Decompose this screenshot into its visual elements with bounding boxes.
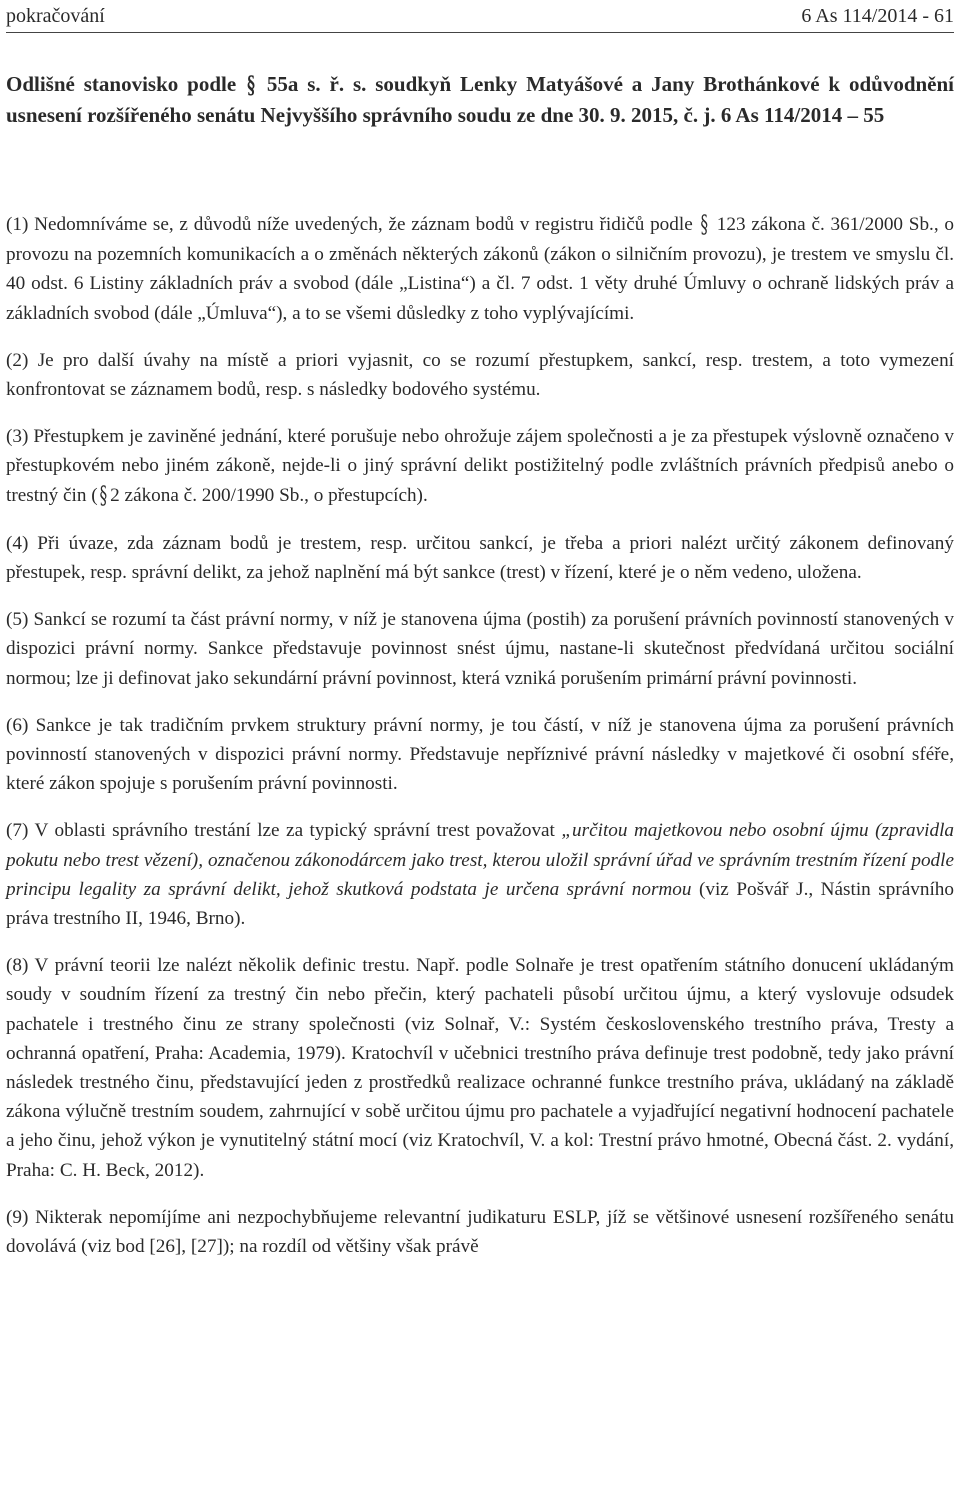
paragraph-7-quote: „určitou majetkovou nebo osobní újmu (zpravidla pokutu nebo trest vězení), označenou zákonodárcem jako trest, kterou uložil správní úřad ve správním trestním řízení podle principu legality za správní delikt, jehož skutková podstata je určena správní normou — [6, 820, 955, 900]
paragraph-3-text-a: (3) Přestupkem je zaviněné jednání, které porušuje nebo ohrožuje zájem společnosti a je za přestupek výslovně označeno v přestupkovém nebo jiném zákoně, nejde-li o jiný správní delikt postižitelný podle zvláštních právních předpisů anebo o trestný čin ( — [6, 426, 954, 506]
paragraph-9: (9) Nikterak nepomíjíme ani nezpochybňujeme relevantní judikaturu ESLP, jíž se většinové usnesení rozšířeného senátu dovolává (viz bod [26], [27]); na rozdíl od většiny však právě — [6, 1206, 954, 1258]
paragraph-4: (4) Při úvaze, zda záznam bodů je trestem, resp. určitou sankcí, je třeba a priori nalézt určitý zákonem definovaný přestupek, resp. správní delikt, za jehož naplnění má být sankce (trest) v řízení, které je o něm vedeno, uložena. — [6, 532, 954, 584]
paragraph-8: (8) V právní teorii lze nalézt několik definic trestu. Např. podle Solnaře je trest opatřením státního donucení ukládaným soudy v soudním řízení za trestný čin nebo přečin, který pachateli působí určitou újmu, a který vyslovuje odsudek pachatele i trestného činu ze strany společnosti (viz Solnař, V.: Systém československého trestního práva, Tresty a ochranná opatření, Praha: Academia, 1979). Kratochvíl v učebnici trestního práva definuje trest podobně, tedy jako právní následek trestného činu, představující jeden z prostředků realizace ochranné funkce trestního práva, ukládaný na základě zákona výlučně trestním soudem, zahrnující v sobě určitou újmu pro pachatele a vyjadřující negativní hodnocení pachatele a jeho činu, jehož výkon je vynutitelný státní mocí (viz Kratochvíl, V. a kol: Trestní právo hmotné, Obecná část. 2. vydání, Praha: C. H. Beck, 2012). — [6, 955, 954, 1181]
paragraph-2: (2) Je pro další úvahy na místě a priori vyjasnit, co se rozumí přestupkem, sankcí, resp. trestem, a toto vymezení konfrontovat se záznamem bodů, resp. s následky bodového systému. — [6, 349, 954, 401]
header-divider — [6, 32, 954, 33]
section-sign-icon: § — [99, 480, 108, 510]
paragraph-3-text-b: 2 zákona č. 200/1990 Sb., o přestupcích). — [110, 484, 428, 506]
header-continuation: pokračování — [6, 5, 105, 27]
paragraph-1 — [6, 210, 954, 328]
paragraph-1-text-a: (1) Nedomníváme se, z důvodů níže uvedených, že záznam bodů v registru řidičů podle — [6, 214, 693, 235]
paragraph-7-text-b: (viz Pošvář J., Nástin správního práva trestního II, 1946, Brno). — [6, 878, 954, 930]
title-rest: 55a s. ř. s. soudkyň Lenky Matyášové a Jany Brothánkové k odůvodnění usnesení rozšířeného senátu Nejvyššího správního soudu ze dne 30. 9. 2015, č. j. 6 As 114/2014 – 55 — [6, 72, 955, 127]
paragraph-6: (6) Sankce je tak tradičním prvkem struktury právní normy, je tou částí, v níž je stanovena újma za porušení právních povinností stanovených v dispozici právní normy. Představuje nepříznivé právní následky v majetkové či osobní sféře, které zákon spojuje s porušením právní povinnosti. — [6, 714, 954, 795]
page-header — [6, 3, 954, 29]
paragraph-1-text-b: 123 zákona č. 361/2000 Sb., o provozu na pozemních komunikacích a o změnách některých zákonů (zákon o silničním provozu), je trestem ve smyslu čl. 40 odst. 6 Listiny základních práv a svobod (dále „Listina“) a čl. 7 odst. 1 věty druhé Úmluvy o ochraně lidských práv a základních svobod (dále „Úmluva“), a to se všemi důsledky z toho vyplývajícími. — [6, 214, 955, 324]
section-sign-icon: § — [247, 71, 255, 101]
paragraph-5: (5) Sankcí se rozumí ta část právní normy, v níž je stanovena újma (postih) za porušení právních povinností stanovených v dispozici právní normy. Sankce představuje povinnost snést újmu, nastane-li skutečnost předvídaná určitou sociální normou; lze ji definovat jako sekundární právní povinnost, která vzniká porušením primární právní povinnosti. — [6, 609, 954, 689]
paragraph-7-text-a: (7) V oblasti správního trestání lze za typický správní trest považovat — [6, 820, 562, 842]
title-lead: Odlišné stanovisko podle — [6, 72, 237, 96]
paragraph-3 — [6, 422, 954, 511]
document-body — [6, 210, 954, 1261]
document-title — [6, 70, 954, 130]
paragraph-7 — [6, 816, 954, 933]
header-case-number: 6 As 114/2014 - 61 — [801, 5, 954, 27]
section-sign-icon: § — [700, 210, 708, 240]
